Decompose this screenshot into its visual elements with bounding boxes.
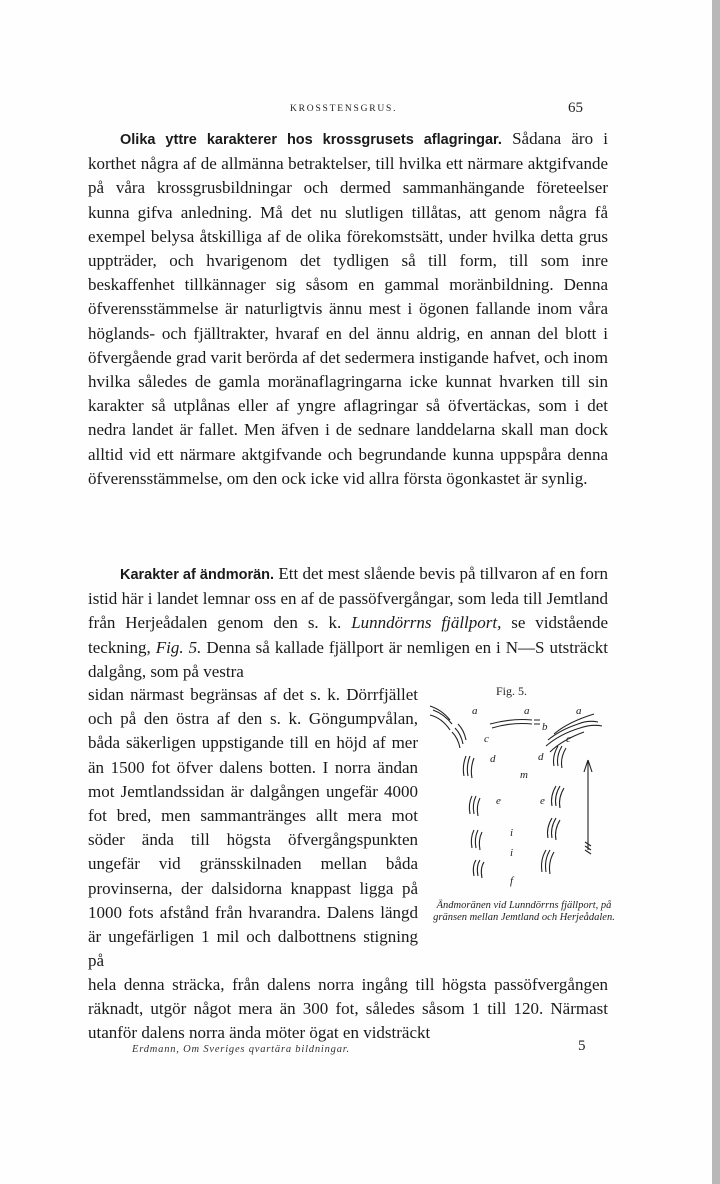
figure-reference: Fig. 5.: [155, 637, 202, 657]
paragraph-body: Denna så kallade fjällport är nemligen en i N—S utsträckt dalgång, som på vestra: [88, 637, 608, 681]
figure-letter: m: [520, 769, 528, 781]
page-number: 65: [568, 100, 583, 116]
wrapped-text-column: sidan närmast begränsas af det s. k. Dörrfjället och på den östra af den s. k. Göngumpvålan, båda säkerligen uppstigande till en höjd af mer än 1500 fot öfver dalens botten. I norra ändan mot Jemtlandssidan är dalgången ungefär 4000 fot bred, men sammantränges allt mera mot söder ända till högsta öfvergångspunkten ungefär vid gränsskilnaden mellan båda provinserna, der dalsidorna knappast ligga på 1000 fots afstånd från hvarandra. Dalens längd är ungefärligen 1 mil och dalbottnens stigning på: [88, 685, 418, 971]
figure-letter: a: [524, 705, 530, 717]
figure-letter: f: [510, 875, 514, 887]
paragraph-continued: hela denna sträcka, från dalens norra ingång till högsta passöfvergången räknadt, utgör något mera än 300 fot, således såsom 1 till 120. Närmast utanför dalens norra ända möter ögat en vidsträckt: [88, 975, 608, 1043]
signature-mark: 5: [578, 1038, 586, 1054]
section-heading: Karakter af ändmorän.: [120, 567, 275, 583]
figure-5: [428, 684, 618, 974]
figure-letter: d: [538, 751, 544, 763]
paragraph-krossgrus: [88, 127, 608, 491]
place-name: Lunndörrns fjällport,: [351, 613, 502, 633]
figure-letter: i: [510, 827, 514, 839]
paragraph-body: se vidstående teckning,: [88, 613, 608, 657]
figure-letter: c: [566, 733, 571, 745]
paragraph-andmoran: [88, 562, 608, 684]
figure-letter: a: [576, 705, 582, 717]
figure-label: Fig. 5.: [496, 684, 528, 698]
figure-letter: d: [490, 753, 496, 765]
paragraph-body: Sådana äro i korthet några af de allmänna betraktelser, till hvilka ett närmare aktgifvande på våra krossgrusbildningar och dermed sammanhängande företeelser kunna gifva anledning. Må det nu slutligen tillåtas, att genom några få exempel belysa åtskilliga af de olika förekomstsätt, under hvilka detta grus uppträder, och hvarigenom det tydligen så till form, till som inre beskaffenhet tillkännager sig såsom en gammal moränbildning. Denna öfverensstämmelse är naturligtvis ännu mest i ögonen fallande inom våra höglands- och fjälltrakter, hvaraf en del ännu aldrig, en annan del blott i öfvergående grad varit berörda af det sedermera instigande hafvet, och inom hvilka således de gamla moränaflagringarna icke kunnat hvarken till sin karakter så utplånas eller af yngre aflagringar så öfvertäckas, som i det nedra landet är fallet. Men äfven i de sednare landdelarna skall man dock alltid vid ett närmare aktgifvande och begrundande kunna uppspåra denna öfverensstämmelse, om den ock icke vid allra första ögonkastet är synlig.: [88, 129, 608, 488]
figure-caption: Ändmoränen vid Lunndörrns fjällport, på gränsen mellan Jemtland och Herjeådalen.: [433, 900, 615, 923]
paragraph-body: Ett det mest slående bevis på tillvaron af en forn istid här i landet lemnar oss en af de passöfvergångar, som leda till Jemtland från Herjeådalen genom den s. k.: [88, 564, 608, 633]
figure-letter: c: [484, 733, 489, 745]
figure-letter: b: [542, 721, 548, 733]
figure-letter: a: [472, 705, 478, 717]
page-edge-shadow: [712, 0, 720, 1184]
figure-letter: e: [540, 795, 545, 807]
footer-source: Erdmann, Om Sveriges qvartära bildningar.: [132, 1044, 350, 1055]
figure-letter: i: [510, 847, 514, 859]
figure-letter: e: [496, 795, 501, 807]
running-header-title: KROSSTENSGRUS.: [290, 104, 398, 114]
section-heading: Olika yttre karakterer hos krossgrusets aflagringar.: [120, 132, 502, 148]
moraine-sketch: [428, 700, 618, 900]
